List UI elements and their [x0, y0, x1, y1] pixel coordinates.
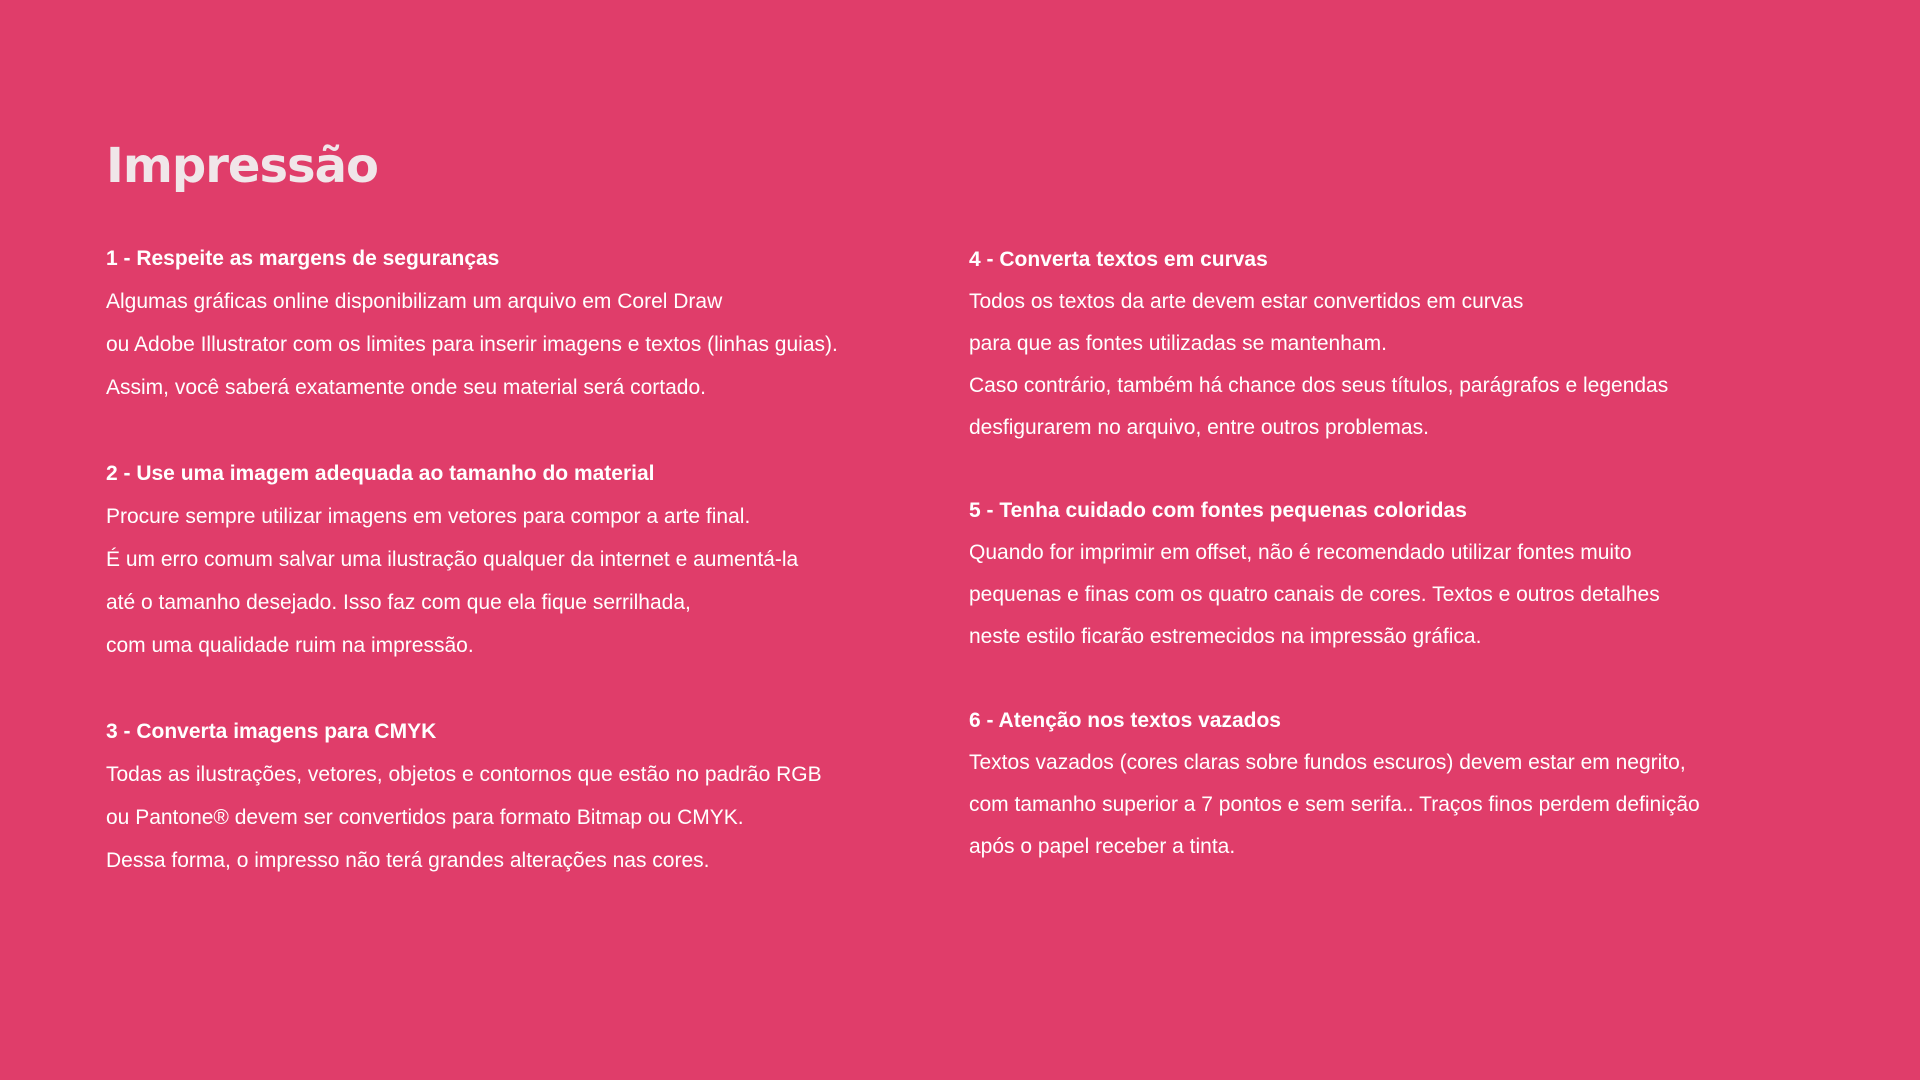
section-2: [106, 452, 986, 667]
section-line: ou Pantone® devem ser convertidos para formato Bitmap ou CMYK.: [106, 806, 744, 829]
section-heading: 2 - Use uma imagem adequada ao tamanho do material: [106, 462, 655, 485]
section-line: Dessa forma, o impresso não terá grandes alterações nas cores.: [106, 849, 710, 872]
section-line: Quando for imprimir em offset, não é recomendado utilizar fontes muito: [969, 541, 1632, 564]
section-heading: 4 - Converta textos em curvas: [969, 248, 1268, 271]
section-heading: 5 - Tenha cuidado com fontes pequenas coloridas: [969, 499, 1467, 522]
section-line: Assim, você saberá exatamente onde seu material será cortado.: [106, 376, 706, 399]
section-5: [969, 490, 1849, 658]
section-1: [106, 237, 986, 409]
section-line: desfigurarem no arquivo, entre outros problemas.: [969, 416, 1429, 439]
section-line: Algumas gráficas online disponibilizam um arquivo em Corel Draw: [106, 290, 723, 313]
section-line: ou Adobe Illustrator com os limites para inserir imagens e textos (linhas guias).: [106, 333, 838, 356]
section-line: com tamanho superior a 7 pontos e sem serifa.. Traços finos perdem definição: [969, 793, 1700, 816]
section-line: Procure sempre utilizar imagens em vetores para compor a arte final.: [106, 505, 751, 528]
section-line: após o papel receber a tinta.: [969, 835, 1236, 858]
page-title: Impressão: [106, 138, 378, 194]
section-line: Todos os textos da arte devem estar convertidos em curvas: [969, 290, 1524, 313]
section-line: Textos vazados (cores claras sobre fundos escuros) devem estar em negrito,: [969, 751, 1686, 774]
section-6: [969, 700, 1849, 868]
section-line: até o tamanho desejado. Isso faz com que ela fique serrilhada,: [106, 591, 691, 614]
section-line: com uma qualidade ruim na impressão.: [106, 634, 474, 657]
section-line: Caso contrário, também há chance dos seus títulos, parágrafos e legendas: [969, 374, 1669, 397]
section-heading: 6 - Atenção nos textos vazados: [969, 709, 1281, 732]
section-heading: 1 - Respeite as margens de seguranças: [106, 247, 500, 270]
section-line: pequenas e finas com os quatro canais de cores. Textos e outros detalhes: [969, 583, 1660, 606]
section-line: neste estilo ficarão estremecidos na impressão gráfica.: [969, 625, 1482, 648]
section-line: para que as fontes utilizadas se mantenham.: [969, 332, 1387, 355]
section-line: Todas as ilustrações, vetores, objetos e contornos que estão no padrão RGB: [106, 763, 822, 786]
section-heading: 3 - Converta imagens para CMYK: [106, 720, 437, 743]
section-4: [969, 239, 1849, 449]
section-3: [106, 710, 986, 882]
section-line: É um erro comum salvar uma ilustração qualquer da internet e aumentá-la: [106, 548, 799, 571]
